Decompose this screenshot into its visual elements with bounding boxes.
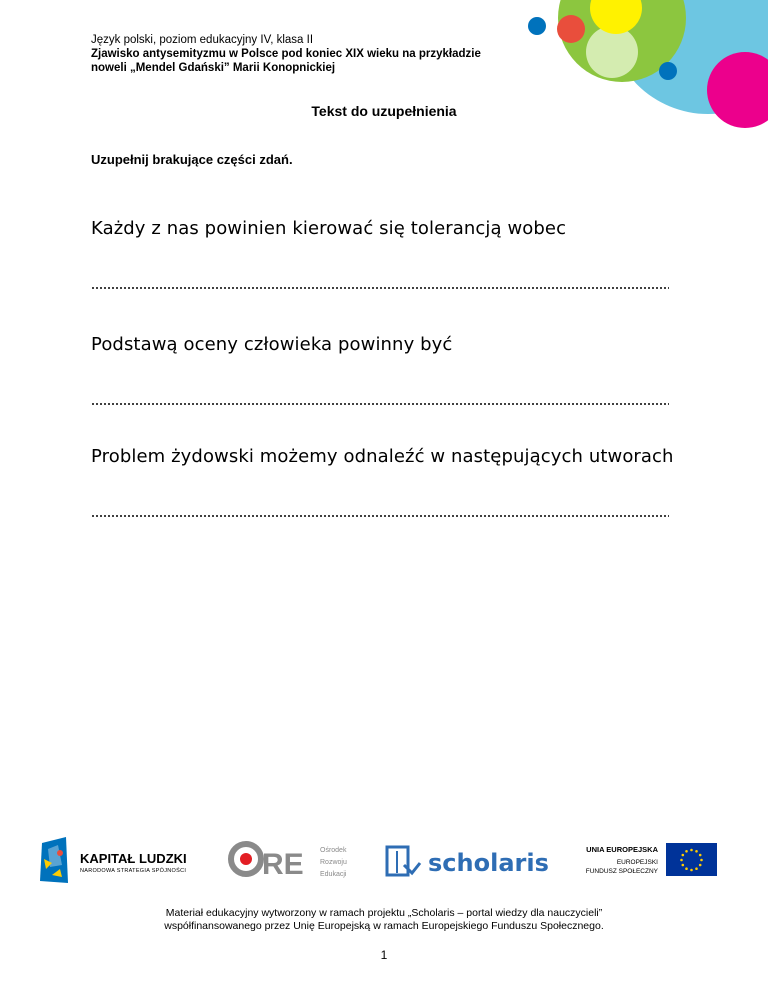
- ore-line2: Rozwoju: [320, 859, 347, 866]
- answer-line-3[interactable]: [91, 514, 669, 522]
- blue-small-circle: [528, 17, 546, 35]
- ue-line2: EUROPEJSKI: [616, 859, 658, 866]
- task-instruction: Uzupełnij brakujące części zdań.: [91, 152, 293, 167]
- page-number: 1: [380, 948, 388, 962]
- footer-line1: Materiał edukacyjny wytworzony w ramach projektu „Scholaris – portal wiedzy dla nauczycieli”: [165, 907, 603, 919]
- ue-line1: UNIA EUROPEJSKA: [586, 845, 658, 854]
- sentence-1: Każdy z nas powinien kierować się tolerancją wobec: [91, 218, 567, 239]
- ue-logo: [586, 843, 717, 876]
- sentence-3: Problem żydowski możemy odnaleźć w następujących utworach: [91, 446, 674, 467]
- ore-line3: Edukacji: [320, 871, 347, 878]
- header-topic-line1: Zjawisko antysemityzmu w Polsce pod koniec XIX wieku na przykładzie: [91, 48, 481, 60]
- blue-mid-circle: [659, 62, 677, 80]
- kapital-ludzki-logo: [40, 837, 187, 883]
- answer-line-1[interactable]: [91, 286, 669, 294]
- scholaris-name: scholaris: [428, 849, 549, 877]
- footer-line2: współfinansowanego przez Unię Europejską w ramach Europejskiego Funduszu Społecznego.: [164, 920, 604, 932]
- red-circle: [557, 15, 585, 43]
- task-title: Tekst do uzupełnienia: [311, 103, 457, 119]
- sentence-2: Podstawą oceny człowieka powinny być: [91, 334, 453, 355]
- header-topic-line2: noweli „Mendel Gdański” Marii Konopnickiej: [91, 62, 336, 74]
- logos-row: [0, 835, 768, 895]
- ore-line1: Ośrodek: [320, 847, 347, 854]
- scholaris-logo: [387, 847, 549, 877]
- kapital-ludzki-subtitle: NARODOWA STRATEGIA SPÓJNOŚCI: [80, 868, 187, 874]
- ore-logo: [231, 844, 347, 881]
- light-green-circle: [586, 26, 638, 78]
- header-subject: Język polski, poziom edukacyjny IV, klasa II: [91, 34, 314, 46]
- kapital-ludzki-title: KAPITAŁ LUDZKI: [80, 851, 187, 866]
- answer-line-2[interactable]: [91, 402, 669, 410]
- ore-letters: RE: [262, 848, 304, 881]
- ue-line3: FUNDUSZ SPOŁECZNY: [585, 868, 658, 875]
